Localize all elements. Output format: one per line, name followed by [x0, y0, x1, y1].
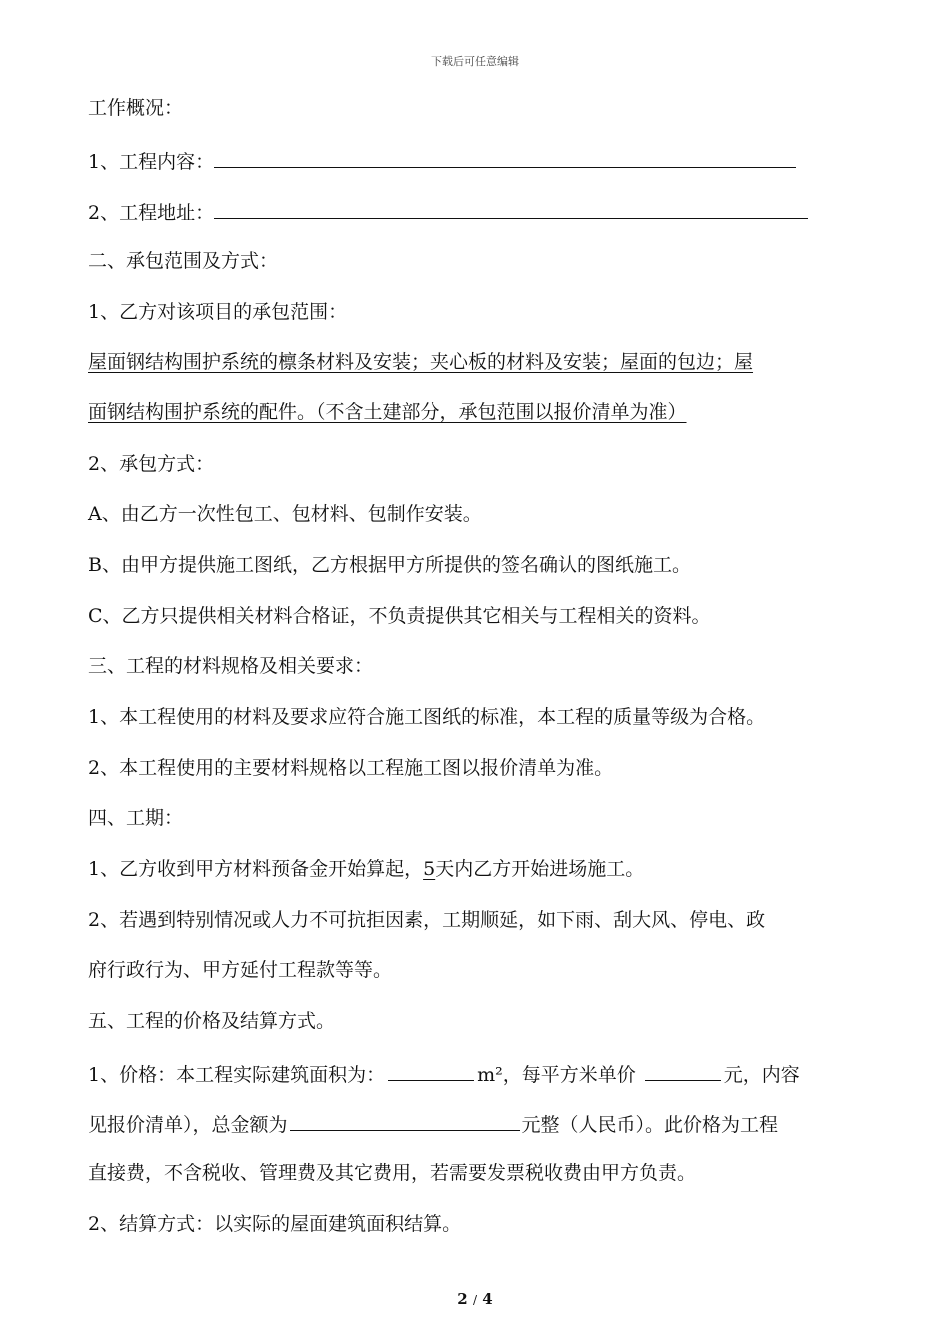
project-address-label: 2、工程地址：	[88, 202, 215, 224]
price-line-2-end: 元整（人民币）。此价格为工程	[521, 1114, 779, 1136]
schedule-1-text-b: 天内乙方开始进场施工。	[435, 858, 645, 880]
materials-1: 1、本工程使用的材料及要求应符合施工图纸的标准，本工程的质量等级为合格。	[88, 706, 766, 728]
total-amount-blank[interactable]	[290, 1110, 520, 1131]
page-separator: /	[472, 1293, 478, 1307]
total-amount-label: 见报价清单），总金额为	[88, 1114, 288, 1136]
scope-intro: 1、乙方对该项目的承包范围：	[88, 301, 348, 323]
price-line-1	[88, 1060, 800, 1087]
section-schedule: 四、工期：	[88, 807, 184, 829]
current-page: 2	[457, 1290, 468, 1308]
section-materials: 三、工程的材料规格及相关要求：	[88, 655, 374, 677]
method-b: B、由甲方提供施工图纸，乙方根据甲方所提供的签名确认的图纸施工。	[88, 554, 691, 576]
price-area-label: 1、价格：本工程实际建筑面积为：	[88, 1064, 386, 1086]
schedule-2-line-1: 2、若遇到特别情况或人力不可抗拒因素，工期顺延，如下雨、刮大风、停电、政	[88, 909, 766, 931]
area-blank[interactable]	[388, 1060, 474, 1081]
price-line-2	[88, 1110, 778, 1137]
unit-price-blank[interactable]	[645, 1060, 721, 1081]
total-pages: 4	[482, 1290, 493, 1308]
settlement-method: 2、结算方式：以实际的屋面建筑面积结算。	[88, 1213, 462, 1235]
scope-text-1: 屋面钢结构围护系统的檩条材料及安装；夹心板的材料及安装；屋面的包边；屋	[88, 351, 754, 373]
contract-method-title: 2、承包方式：	[88, 453, 215, 475]
project-content-blank[interactable]	[214, 147, 796, 168]
method-c: C、乙方只提供相关材料合格证，不负责提供其它相关与工程相关的资料。	[88, 605, 711, 627]
project-address-blank[interactable]	[214, 198, 808, 219]
project-content-row	[88, 147, 796, 174]
page-header: 下载后可任意编辑	[431, 55, 519, 68]
project-address-row	[88, 198, 808, 225]
method-a: A、由乙方一次性包工、包材料、包制作安装。	[88, 503, 482, 525]
section-price: 五、工程的价格及结算方式。	[88, 1010, 336, 1032]
section-contract-scope: 二、承包范围及方式：	[88, 250, 279, 272]
project-content-label: 1、工程内容：	[88, 151, 215, 173]
price-line-3: 直接费，不含税收、管理费及其它费用，若需要发票税收费由甲方负责。	[88, 1162, 697, 1184]
schedule-2-line-2: 府行政行为、甲方延付工程款等等。	[88, 959, 393, 981]
materials-2: 2、本工程使用的主要材料规格以工程施工图以报价清单为准。	[88, 757, 614, 779]
price-line-1-end: 元，内容	[723, 1064, 800, 1086]
unit-price-label: m²，每平方米单价	[477, 1064, 642, 1086]
section-work-overview: 工作概况：	[88, 97, 184, 119]
scope-text-2: 面钢结构围护系统的配件。（不含土建部分，承包范围以报价清单为准）	[88, 401, 687, 423]
schedule-1	[88, 857, 644, 881]
page-number	[0, 1290, 950, 1308]
schedule-days: 5	[423, 858, 436, 880]
schedule-1-text-a: 1、乙方收到甲方材料预备金开始算起，	[88, 858, 424, 880]
